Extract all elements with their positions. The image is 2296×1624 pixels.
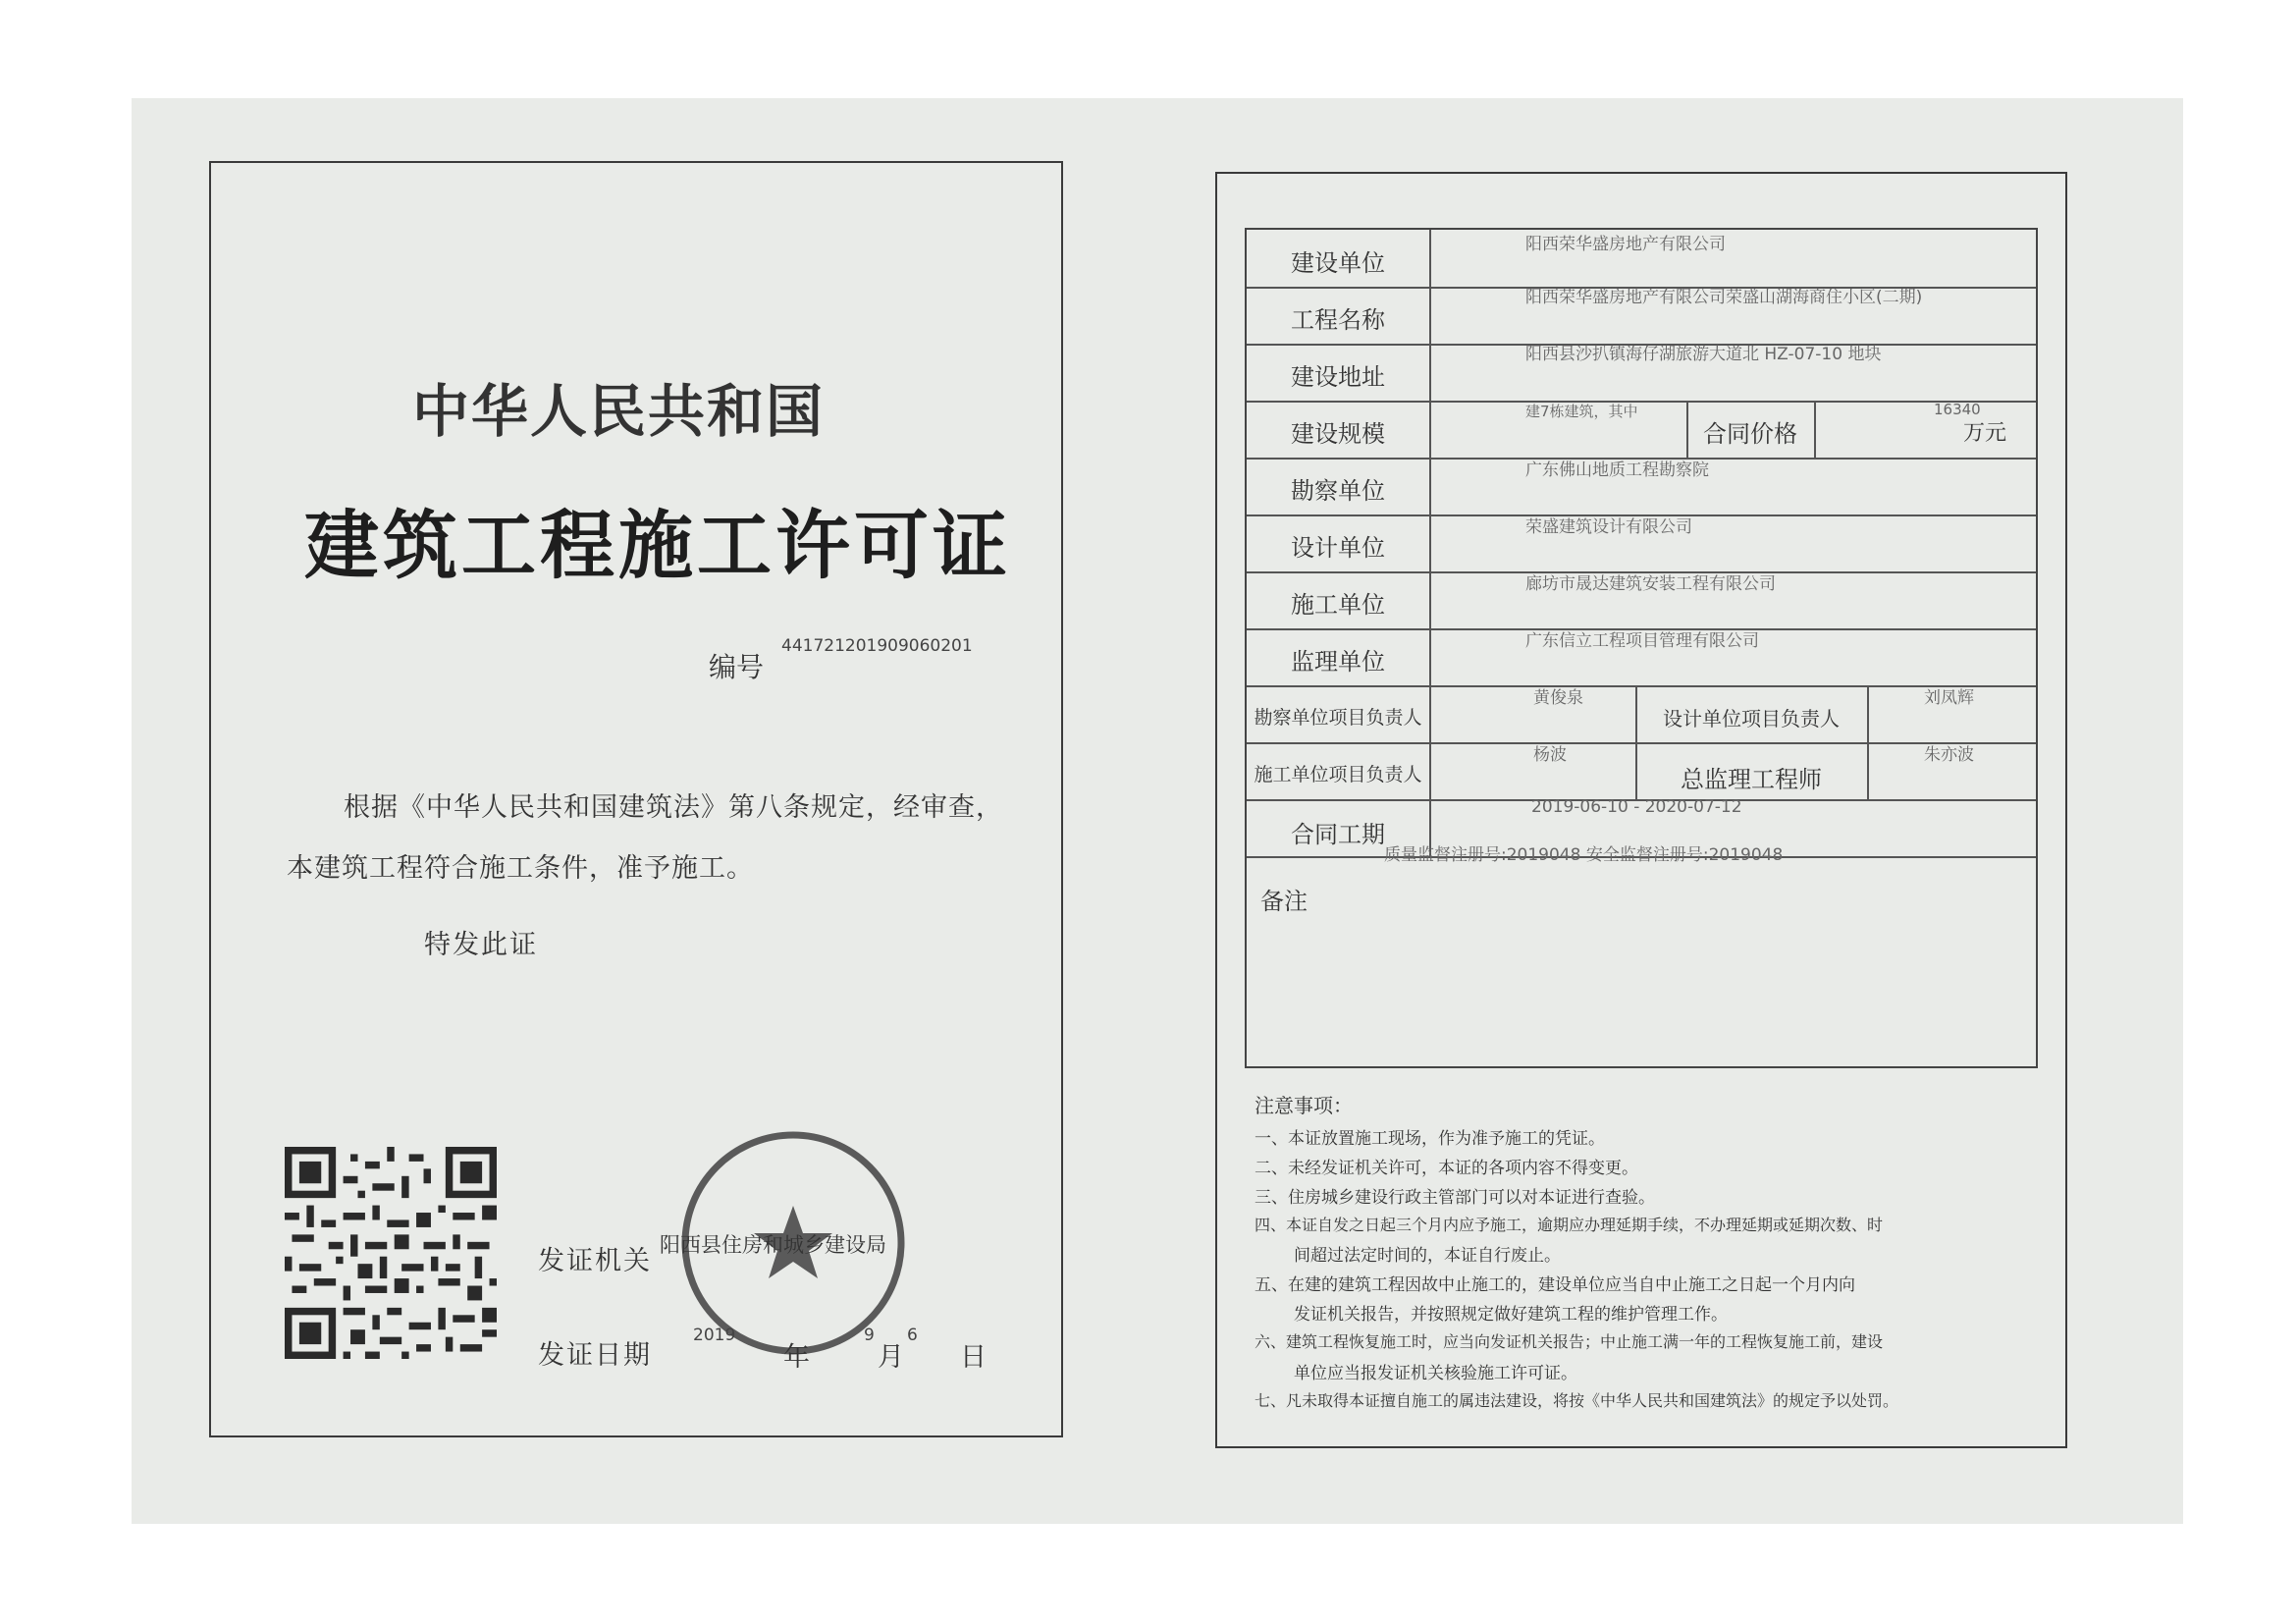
- notes-title: 注意事项：: [1255, 1094, 1353, 1117]
- note-item: 四、本证自发之日起三个月内应予施工，逾期应办理延期手续，不办理延期或延期次数、时: [1255, 1216, 1884, 1234]
- chief-supervisor-label: 总监理工程师: [1681, 766, 1822, 793]
- note-item: 间超过法定时间的，本证自行废止。: [1294, 1246, 1561, 1266]
- certificate-title: 建筑工程施工许可证: [304, 502, 1011, 589]
- design-leader-value: 刘凤辉: [1924, 688, 1974, 708]
- contract-price-label: 合同价格: [1703, 420, 1797, 448]
- contract-price-value: 16340: [1934, 401, 1981, 418]
- column-divider: [1429, 230, 1431, 856]
- construction-leader-label: 施工单位项目负责人: [1254, 764, 1422, 785]
- contract-price-unit: 万元: [1963, 421, 2007, 446]
- issuer-value: 阳西县住房和城乡建设局: [660, 1233, 886, 1257]
- note-item: 二、未经发证机关许可，本证的各项内容不得变更。: [1255, 1159, 1638, 1178]
- survey-unit-value: 广东佛山地质工程勘察院: [1525, 460, 1709, 480]
- construction-company-label: 施工单位: [1291, 591, 1385, 619]
- column-divider: [1867, 685, 1869, 799]
- column-divider: [1814, 401, 1816, 458]
- survey-leader-label: 勘察单位项目负责人: [1254, 707, 1422, 729]
- contract-period-value: 2019-06-10 - 2020-07-12: [1531, 797, 1742, 817]
- issue-day: 6: [907, 1326, 918, 1345]
- row-divider: [1247, 401, 2036, 403]
- supervision-unit-label: 监理单位: [1291, 648, 1385, 676]
- number-value: 441721201909060201: [781, 636, 973, 656]
- row-divider: [1247, 742, 2036, 744]
- issuer-label: 发证机关: [538, 1246, 652, 1276]
- construction-address-label: 建设地址: [1291, 363, 1385, 391]
- note-item: 单位应当报发证机关核验施工许可证。: [1294, 1364, 1577, 1383]
- project-name-label: 工程名称: [1291, 306, 1385, 334]
- note-item: 七、凡未取得本证擅自施工的属违法建设，将按《中华人民共和国建筑法》的规定予以处罚。: [1255, 1391, 1899, 1410]
- survey-leader-value: 黄俊泉: [1533, 688, 1583, 708]
- supervision-registration-value: 质量监督注册号:2019048 安全监督注册号:2019048: [1384, 845, 1784, 865]
- body-line-1: 根据《中华人民共和国建筑法》第八条规定，经审查，: [344, 792, 1003, 823]
- qr-code-icon: [285, 1147, 497, 1359]
- design-unit-value: 荣盛建筑设计有限公司: [1525, 517, 1692, 537]
- construction-unit-value: 阳西荣华盛房地产有限公司: [1525, 235, 1726, 254]
- design-leader-label: 设计单位项目负责人: [1663, 707, 1840, 731]
- construction-company-value: 廊坊市晟达建筑安装工程有限公司: [1525, 574, 1776, 594]
- issue-year: 2019: [693, 1326, 736, 1345]
- note-item: 五、在建的建筑工程因故中止施工的，建设单位应当自中止施工之日起一个月内向: [1255, 1275, 1855, 1295]
- note-item: 一、本证放置施工现场，作为准予施工的凭证。: [1255, 1129, 1605, 1149]
- construction-unit-label: 建设单位: [1291, 249, 1385, 277]
- note-item: 发证机关报告，并按照规定做好建筑工程的维护管理工作。: [1294, 1305, 1728, 1325]
- remarks-label: 备注: [1260, 888, 1308, 915]
- construction-scale-label: 建设规模: [1291, 420, 1385, 448]
- body-line-2: 本建筑工程符合施工条件，准予施工。: [287, 853, 754, 884]
- number-label: 编号: [709, 651, 765, 683]
- country-title: 中华人民共和国: [412, 378, 826, 445]
- row-divider: [1247, 685, 2036, 687]
- body-line-3: 特发此证: [424, 930, 538, 960]
- year-char: 年: [783, 1342, 810, 1373]
- month-char: 月: [878, 1342, 904, 1373]
- project-name-value: 阳西荣华盛房地产有限公司荣盛山湖海商住小区(二期): [1525, 288, 1923, 307]
- note-item: 三、住房城乡建设行政主管部门可以对本证进行查验。: [1255, 1188, 1655, 1208]
- supervision-unit-value: 广东信立工程项目管理有限公司: [1525, 631, 1759, 651]
- construction-address-value: 阳西县沙扒镇海仔湖旅游大道北 HZ-07-10 地块: [1525, 345, 1882, 364]
- contract-period-label: 合同工期: [1291, 821, 1385, 848]
- survey-unit-label: 勘察单位: [1291, 477, 1385, 505]
- construction-leader-value: 杨波: [1533, 745, 1567, 765]
- construction-scale-value: 建7栋建筑，其中: [1525, 403, 1638, 420]
- chief-supervisor-value: 朱亦波: [1924, 745, 1974, 765]
- note-item: 六、建筑工程恢复施工时，应当向发证机关报告；中止施工满一年的工程恢复施工前，建设: [1255, 1332, 1884, 1351]
- design-unit-label: 设计单位: [1291, 534, 1385, 562]
- issue-month: 9: [864, 1326, 875, 1345]
- day-char: 日: [960, 1342, 987, 1373]
- issue-date-label: 发证日期: [538, 1340, 652, 1371]
- project-info-table: [1245, 228, 2038, 1068]
